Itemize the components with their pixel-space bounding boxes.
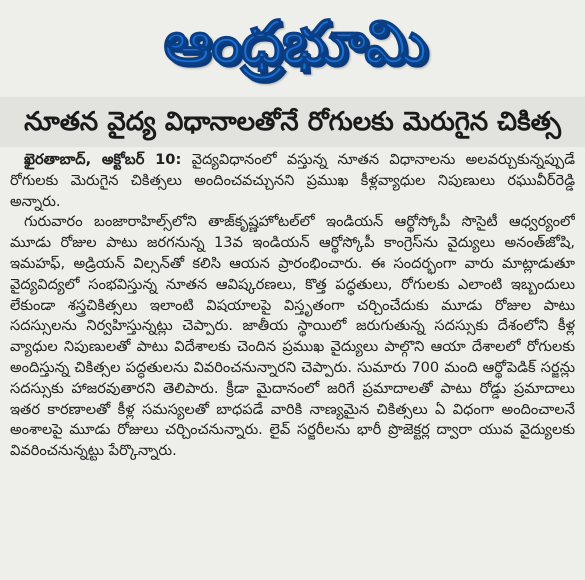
article-paragraph-1 [10,150,575,212]
masthead [0,0,585,88]
article-paragraph-1-text: వైద్యవిధానంలో వస్తున్న నూతన విధానాలను అలవర్చుకున్నప్పుడే రోగులకు మెరుగైన చికిత్సలు అందించవచ్చునని ప్రముఖ కీళ్లవ్యాధుల నిపుణులు రఘువీర్‌రెడ్డి అన్నారు. [10,151,575,210]
article-dateline: ఖైరతాబాద్, అక్టోబర్ 10: [24,151,182,168]
article-headline: నూతన వైద్య విధానాలతోనే రోగులకు మెరుగైన చికిత్స [24,107,561,137]
newspaper-logo: ఆంధ్రభూమి [163,8,427,78]
article-paragraph-2: గురువారం బంజారాహిల్స్‌లోని తాజ్‌కృష్ణహోటల్‌లో ఇండియన్ ఆర్థోస్కోపీ సొసైటీ ఆధ్వర్యంలో మూడు రోజుల పాటు జరగనున్న 13వ ఇండియన్ ఆర్థోస్కోపీ కాంగ్రెస్‌ను వైద్యులు అనంత్‌జోషి, ఇమహఫ్, అడ్రియన్ విల్సన్‌తో కలిసి ఆయన ప్రారంభించారు. ఈ సందర్భంగా వారు మాట్లాడుతూ వైద్యవిద్యలో సంభవిస్తున్న నూతన ఆవిష్కరణలు, కొత్త పద్ధతులు, రోగులకు ఎలాంటి ఇబ్బందులు లేకుండా శస్త్రచికిత్సలు ఇలాంటి విషయాలపై విస్తృతంగా చర్చించేదుకు మూడు రోజుల పాటు సదస్సులను నిర్వహిస్తున్నట్లు చెప్పారు. జాతీయ స్థాయిలో జరుగుతున్న సదస్సుకు దేశంలోని కీళ్ల వ్యాధుల నిపుణులతో పాటు విదేశాలకు చెందిన ప్రముఖ వైద్యులు పాల్గొని ఆయా దేశాలలో రోగులకు అందిస్తున్న చికిత్సల పద్ధతులను వివరించనున్నారని చెప్పారు. సుమారు 700 మంది ఆర్థోపెడిక్ సర్జన్లు సదస్సుకు హాజరవుతారని తెలిపారు. క్రీడా మైదానంలో జరిగే ప్రమాదాలతో పాటు రోడ్డు ప్రమాదాలు ఇతర కారణాలతో కీళ్ల సమస్యలతో బాధపడే వారికి నాణ్యమైన చికిత్సలు ఏ విధంగా అందించాలనే అంశాలపై మూడు రోజులు చర్చించనున్నారు. లైవ్ సర్జరీలను భారీ ప్రొజెక్టర్ల ద్వారా యువ వైద్యులకు వివరించనున్నట్టు పేర్కొన్నారు. [10,213,575,460]
article-body [10,150,575,570]
